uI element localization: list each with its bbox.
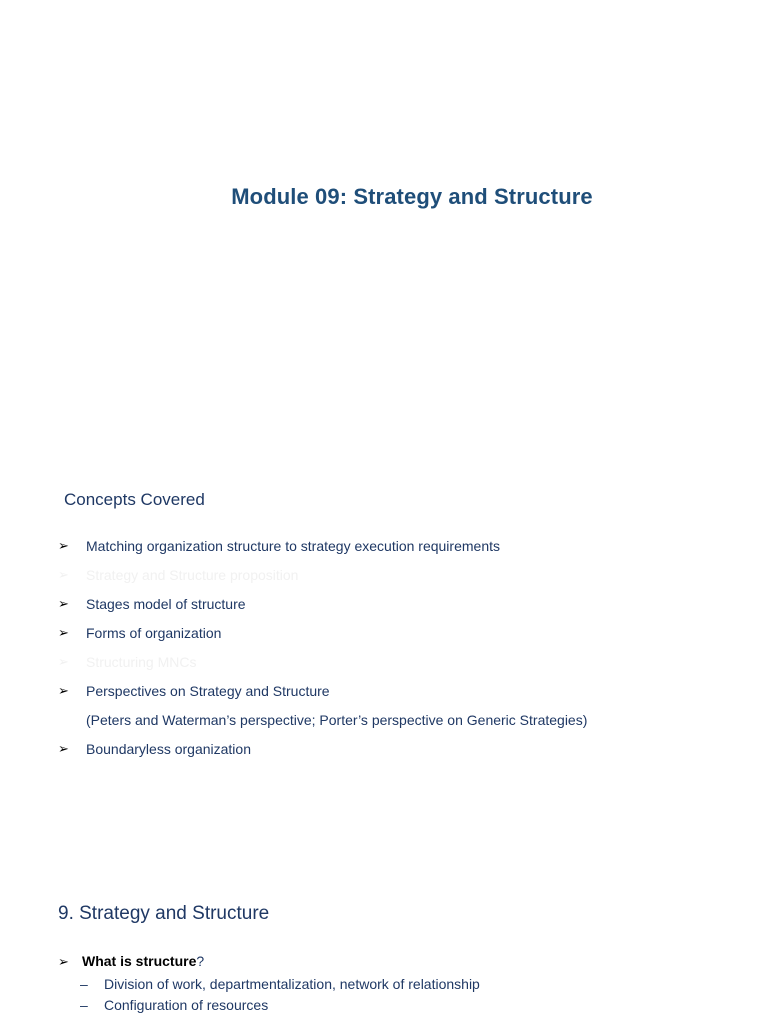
question-mark: ? (196, 953, 205, 969)
concept-label: Strategy and Structure proposition (86, 567, 299, 583)
arrow-bullet-icon: ➢ (58, 741, 69, 756)
arrow-bullet-icon: ➢ (58, 538, 69, 553)
concepts-heading: Concepts Covered (64, 490, 205, 509)
concept-label: Forms of organization (86, 625, 222, 641)
arrow-bullet-icon: ➢ (58, 683, 69, 698)
concept-label: Boundaryless organization (86, 741, 251, 757)
arrow-bullet-icon: ➢ (58, 654, 69, 669)
arrow-bullet-icon: ➢ (58, 567, 69, 582)
module-title: Module 09: Strategy and Structure (231, 184, 593, 209)
dash-list (80, 975, 480, 1017)
dash-item-text: Configuration of resources (104, 997, 269, 1013)
concept-label: Structuring MNCs (86, 654, 197, 670)
concept-label: Stages model of structure (86, 596, 246, 612)
dash-bullet-icon: – (80, 997, 88, 1013)
section-heading: 9. Strategy and Structure (58, 903, 270, 924)
arrow-bullet-icon: ➢ (58, 954, 69, 969)
question-line (58, 953, 204, 970)
arrow-bullet-icon: ➢ (58, 596, 69, 611)
concept-sublabel: (Peters and Waterman’s perspective; Porter’s perspective on Generic Strategies) (86, 712, 588, 728)
dash-item (80, 975, 480, 996)
dash-bullet-icon: – (80, 976, 88, 992)
dash-item (80, 996, 480, 1017)
dash-item-text: Division of work, departmentalization, network of relationship (104, 976, 480, 992)
arrow-bullet-icon: ➢ (58, 625, 69, 640)
question-text: What is structure (82, 953, 197, 969)
concept-label: Perspectives on Strategy and Structure (86, 683, 330, 699)
concept-label: Matching organization structure to strategy execution requirements (86, 538, 500, 554)
